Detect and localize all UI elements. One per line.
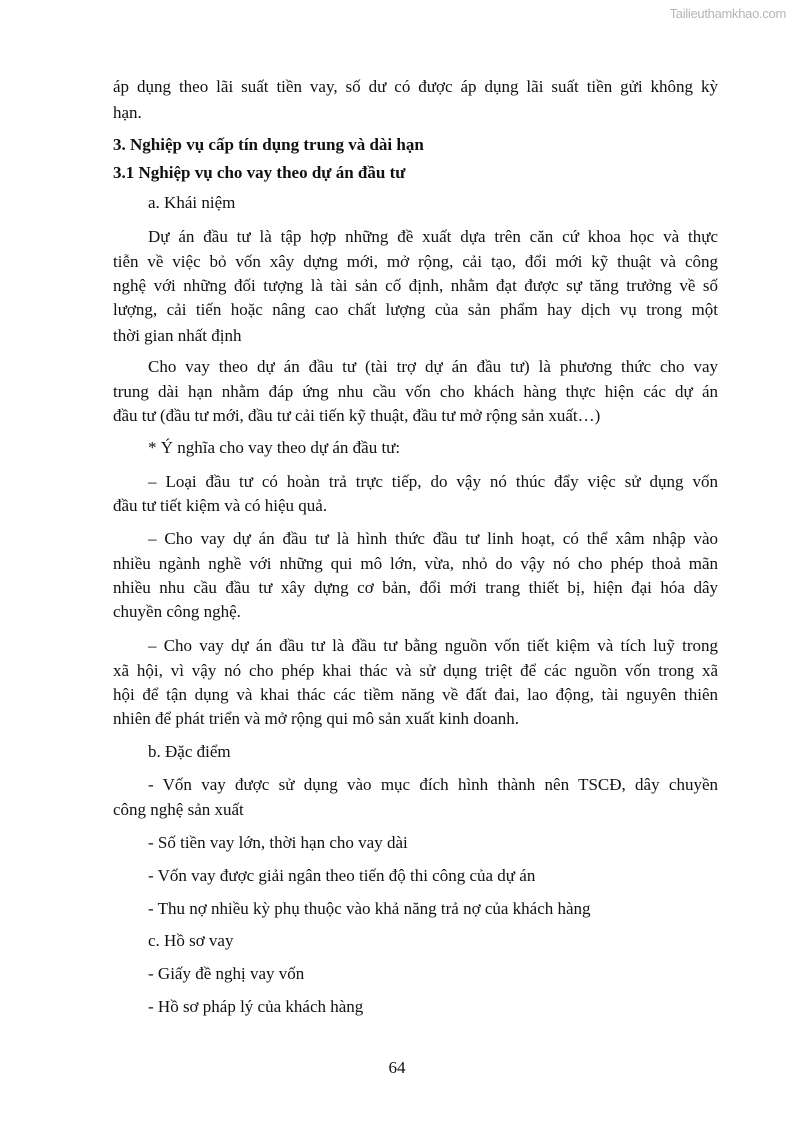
text-line: đầu tư (đầu tư mới, đầu tư cải tiến kỹ thuật, đầu tư mở rộng sản xuất…) — [113, 406, 601, 425]
item-heading: b. Đặc điểm — [148, 742, 231, 761]
text-line: nhiều nhu cầu đầu tư xây dựng cơ bản, đổi mới trang thiết bị, hiện đại hóa dây — [113, 578, 718, 597]
text-line: thời gian nhất định — [113, 326, 242, 345]
text-line: chuyền công nghệ. — [113, 602, 241, 621]
list-item: - Thu nợ nhiều kỳ phụ thuộc vào khả năng trả nợ của khách hàng — [148, 899, 591, 918]
list-item: - Hồ sơ pháp lý của khách hàng — [148, 997, 364, 1016]
list-item: - Vốn vay được giải ngân theo tiến độ thi công của dự án — [148, 866, 536, 885]
text-line: nhiều ngành nghề với những qui mô lớn, vừa, nhỏ do vậy nó cho phép thoả mãn — [113, 554, 718, 573]
text-line: hạn. — [113, 103, 142, 122]
section-heading: 3. Nghiệp vụ cấp tín dụng trung và dài hạn — [113, 135, 424, 154]
page-number: 64 — [388, 1058, 406, 1077]
text-line: Dự án đầu tư là tập hợp những đề xuất dựa trên căn cứ khoa học và thực — [148, 227, 718, 246]
text-line: trung dài hạn nhằm đáp ứng nhu cầu vốn cho khách hàng thực hiện các dự án — [113, 382, 718, 401]
subsection-heading: 3.1 Nghiệp vụ cho vay theo dự án đầu tư — [113, 163, 406, 182]
text-line: nhiên để phát triển và mở rộng qui mô sản xuất kinh doanh. — [113, 709, 520, 728]
text-line: lượng, cải tiến hoặc nâng cao chất lượng của sản phẩm hay dịch vụ trong một — [113, 300, 718, 319]
text-line: nghệ với những đối tượng là tài sản cố định, nhằm đạt được sự tăng trưởng về số — [113, 276, 718, 295]
text-line: tiễn về việc bỏ vốn xây dựng mới, mở rộng, cải tạo, đổi mới kỹ thuật và công — [113, 252, 718, 271]
text-line: – Cho vay dự án đầu tư là đầu tư bằng nguồn vốn tiết kiệm và tích luỹ trong — [148, 636, 718, 655]
text-line: – Loại đầu tư có hoàn trả trực tiếp, do vậy nó thúc đẩy việc sử dụng vốn — [148, 472, 718, 491]
watermark: Tailieuthamkhao.com — [669, 6, 786, 21]
text-line: áp dụng theo lãi suất tiền vay, số dư có được áp dụng lãi suất tiền gửi không kỳ — [113, 77, 718, 96]
list-item: - Số tiền vay lớn, thời hạn cho vay dài — [148, 833, 408, 852]
text-line: đầu tư tiết kiệm và có hiệu quả. — [113, 496, 328, 515]
text-line: * Ý nghĩa cho vay theo dự án đầu tư: — [148, 438, 401, 457]
text-line: - Vốn vay được sử dụng vào mục đích hình thành nên TSCĐ, dây chuyền — [148, 775, 718, 794]
list-item: - Giấy đề nghị vay vốn — [148, 964, 305, 983]
text-line: xã hội, vì vậy nó cho phép khai thác và sử dụng triệt để các nguồn vốn trong xã — [113, 661, 718, 680]
text-line: hội để tận dụng và khai thác các tiềm năng về đất đai, lao động, tài nguyên thiên — [113, 685, 718, 704]
text-line: Cho vay theo dự án đầu tư (tài trợ dự án đầu tư) là phương thức cho vay — [148, 357, 718, 376]
item-heading: c. Hồ sơ vay — [148, 931, 234, 950]
text-line: – Cho vay dự án đầu tư là hình thức đầu tư linh hoạt, có thể xâm nhập vào — [148, 529, 718, 548]
item-heading: a. Khái niệm — [148, 193, 236, 212]
text-line: công nghệ sản xuất — [113, 800, 244, 819]
